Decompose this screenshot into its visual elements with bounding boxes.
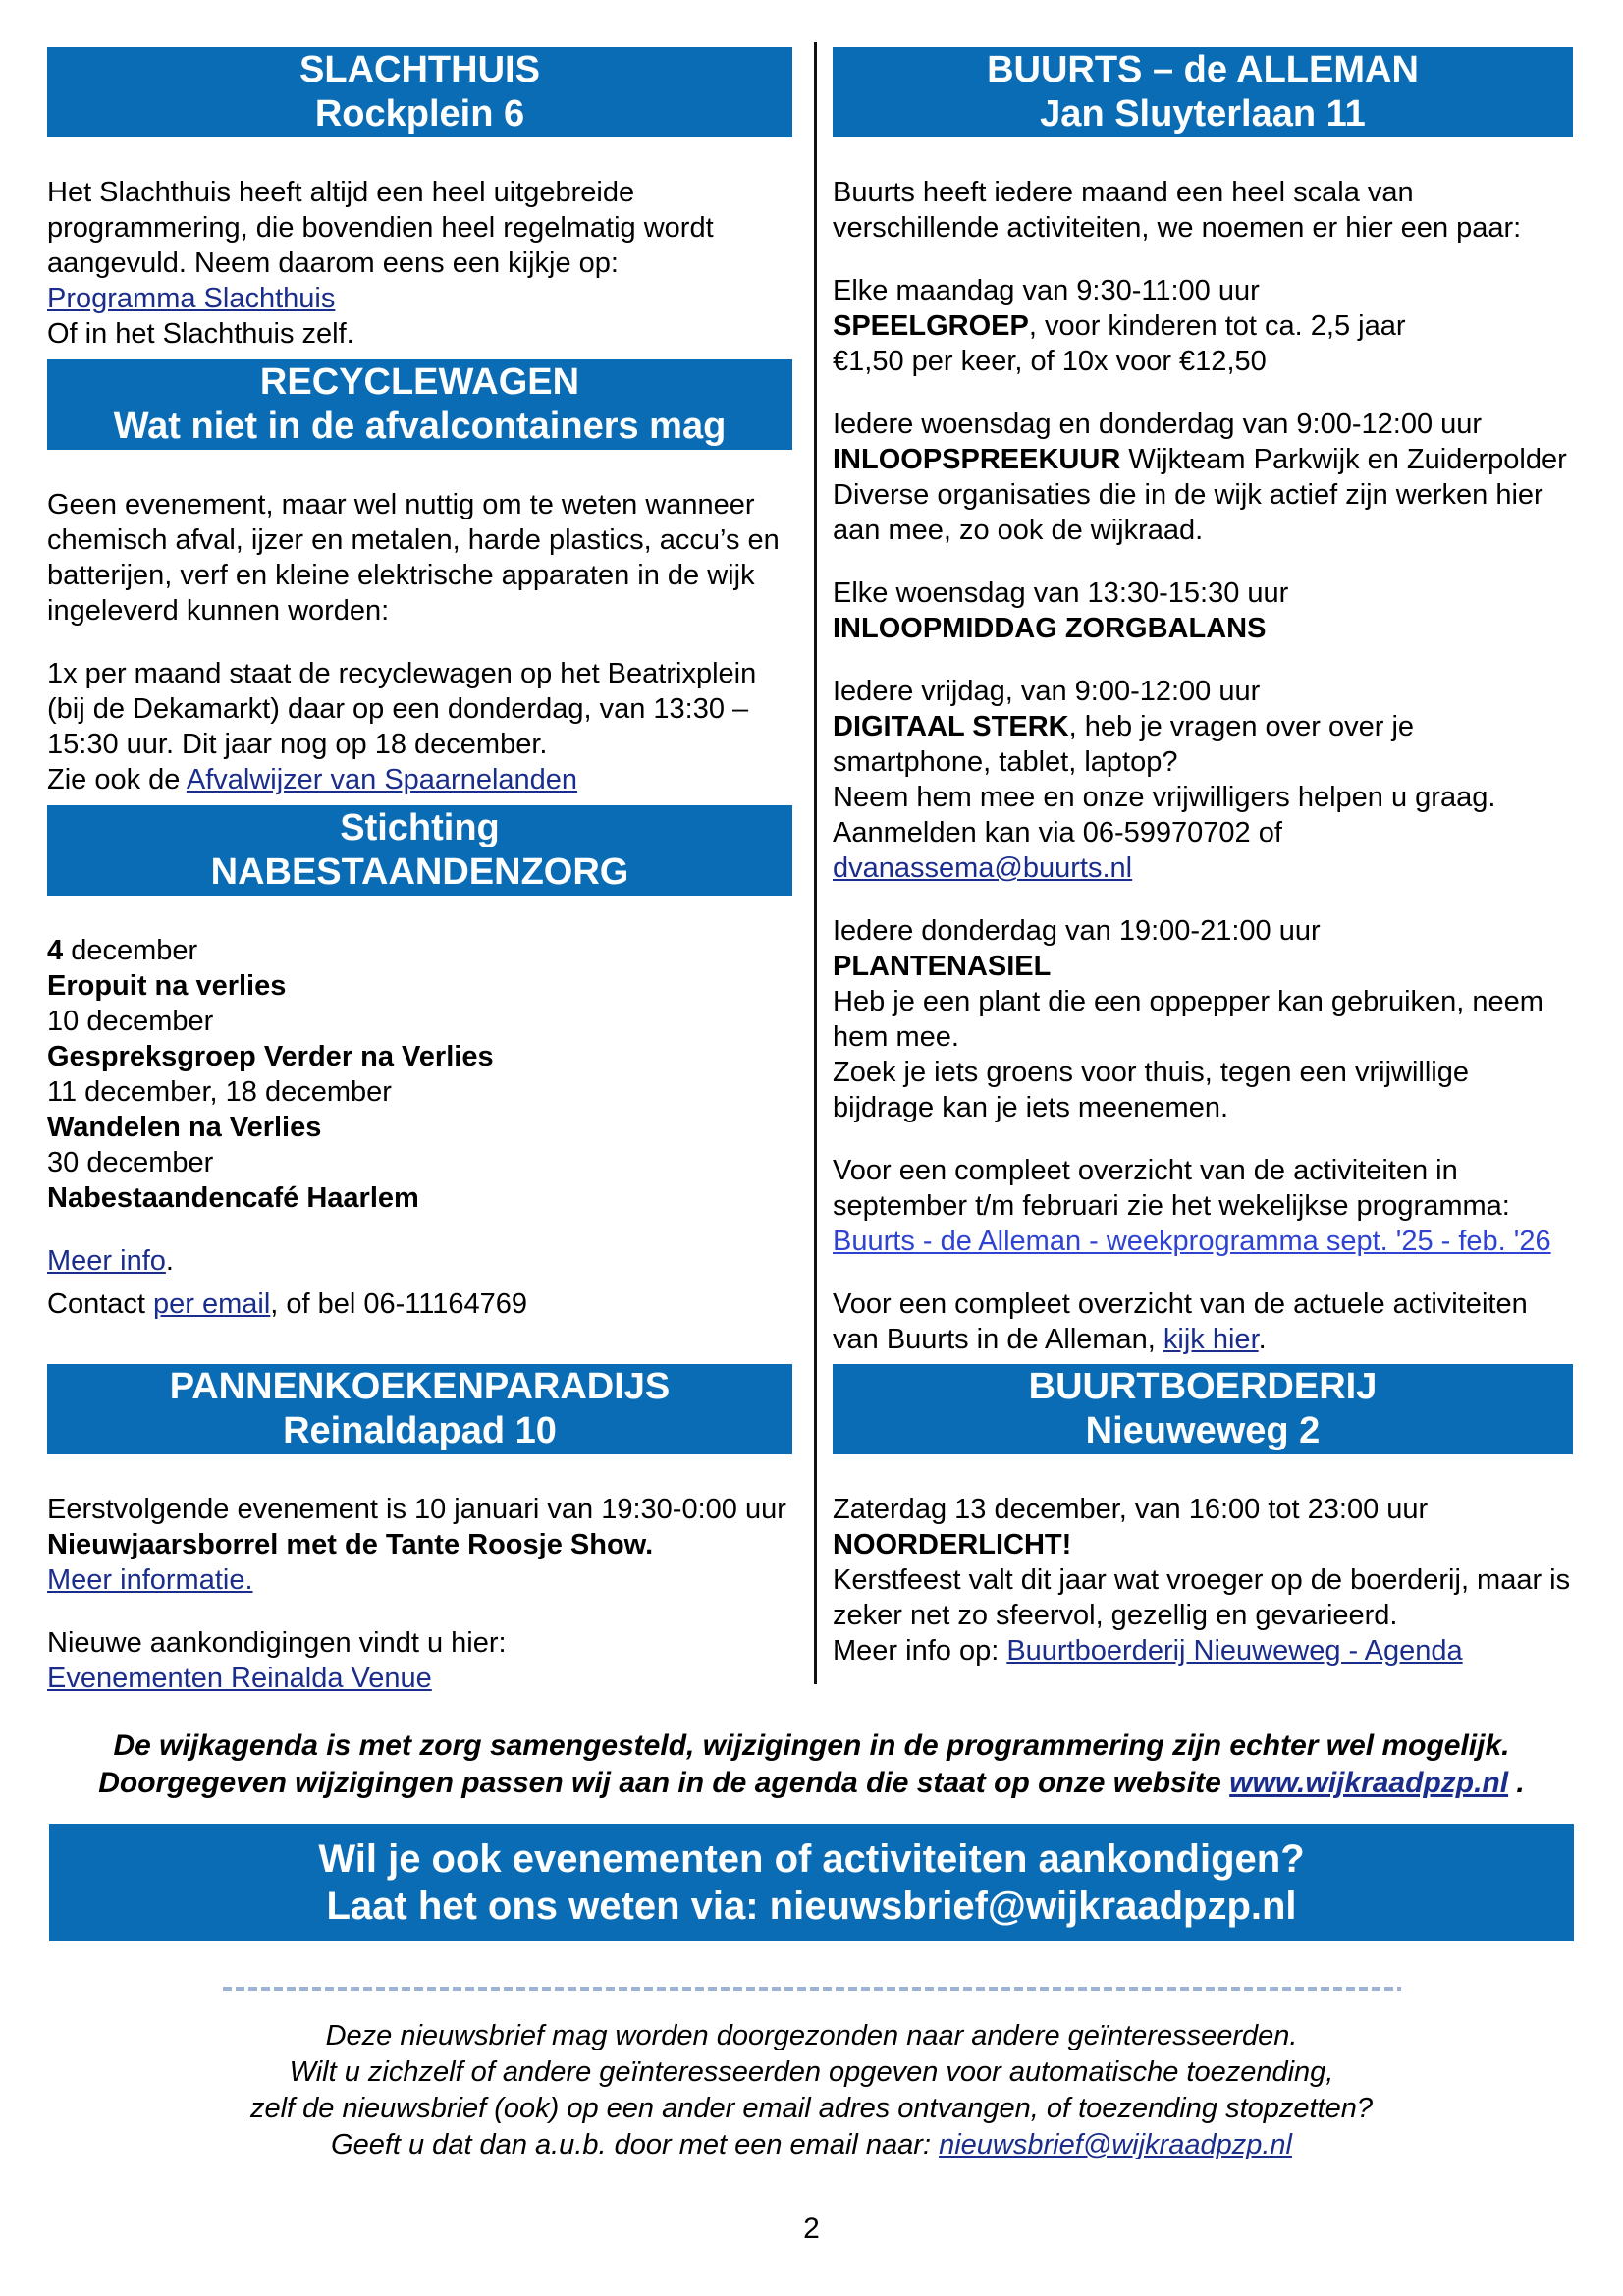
text-line: 1x per maand staat de recyclewagen op het Beatrixplein	[47, 658, 757, 689]
agenda-event: Wandelen na Verlies	[47, 1112, 322, 1143]
left-column	[47, 47, 792, 1322]
activity-when: Iedere woensdag en donderdag van 9:00-12:00 uur	[833, 409, 1483, 440]
text-line: Eerstvolgende evenement is 10 januari van 19:30-0:00 uur	[47, 1494, 786, 1525]
text-line: Nieuwe aankondigingen vindt u hier:	[47, 1627, 507, 1659]
link-per-email[interactable]: per email	[153, 1288, 271, 1320]
slachthuis-text	[47, 175, 792, 352]
text-line: Diverse organisaties die in de wijk actief zijn werken hier	[833, 479, 1543, 511]
text-segment: van Buurts in de Alleman,	[833, 1324, 1163, 1355]
link-meer-informatie[interactable]: Meer informatie.	[47, 1564, 253, 1596]
activity-when: Iedere donderdag van 19:00-21:00 uur	[833, 915, 1321, 947]
footer-line: zelf de nieuwsbrief (ook) op een ander email adres ontvangen, of toezending stopzetten?	[249, 2093, 1374, 2124]
text-line: aangevuld. Neem daarom eens een kijkje op:	[47, 247, 619, 279]
text-segment: 4	[47, 935, 64, 966]
text-segment: , voor kinderen tot ca. 2,5 jaar	[1028, 310, 1406, 342]
section-subtitle: Reinaldapad 10	[283, 1410, 557, 1451]
text-line: Neem hem mee en onze vrijwilligers helpen u graag.	[833, 782, 1496, 813]
agenda-date: 30 december	[47, 1147, 214, 1178]
wijkagenda-notice	[0, 1727, 1623, 1802]
text-line	[833, 1633, 1573, 1668]
text-line	[833, 1224, 1573, 1259]
activity-name: PLANTENASIEL	[833, 951, 1052, 982]
text-line: (bij de Dekamarkt) daar op een donderdag, van 13:30 –	[47, 693, 749, 725]
buurtboerderij-text	[833, 1492, 1573, 1668]
text-segment: , heb je vragen over over je	[1068, 711, 1415, 742]
banner-line: Laat het ons weten via: nieuwsbrief@wijkraadpzp.nl	[326, 1885, 1297, 1928]
text-line: Kerstfeest valt dit jaar wat vroeger op de boerderij, maar is	[833, 1564, 1571, 1596]
text-line: zeker net zo sfeervol, gezellig en gevarieerd.	[833, 1600, 1398, 1631]
text-line	[47, 1661, 792, 1696]
buurtboerderij-section	[833, 1364, 1573, 1668]
spacer	[833, 246, 1573, 273]
event-name: NOORDERLICHT!	[833, 1529, 1072, 1560]
spacer	[833, 548, 1573, 575]
activity-title-line	[833, 308, 1573, 344]
text-segment: Geeft u dat dan a.u.b. door met een email naar:	[331, 2129, 940, 2160]
link-programma-slachthuis[interactable]: Programma Slachthuis	[47, 283, 336, 314]
text-line: Zoek je iets groens voor thuis, tegen een vrijwillige	[833, 1057, 1469, 1088]
text-line: Of in het Slachthuis zelf.	[47, 318, 354, 350]
text-line: programmering, die bovendien heel regelmatig wordt	[47, 212, 714, 244]
text-segment: Meer info op:	[833, 1635, 1007, 1667]
activity-name: DIGITAAL STERK	[833, 711, 1069, 742]
footer-line: Wilt u zichzelf of andere geïnteresseerden opgeven voor automatische toezending,	[289, 2056, 1334, 2088]
section-header-pannenkoekenparadijs	[47, 1364, 792, 1454]
text-segment: Contact	[47, 1288, 153, 1320]
text-line	[47, 1562, 792, 1598]
link-weekprogramma[interactable]: Buurts - de Alleman - weekprogramma sept. '25 - feb. '26	[833, 1226, 1551, 1257]
activity-name: INLOOPSPREEKUUR	[833, 444, 1121, 475]
text-segment: .	[165, 1245, 174, 1277]
text-segment: Zie ook de	[47, 764, 187, 795]
section-subtitle: Wat niet in de afvalcontainers mag	[113, 406, 727, 447]
text-line: aan mee, zo ook de wijkraad.	[833, 515, 1204, 546]
newsletter-footer	[0, 2018, 1623, 2163]
text-line: hem mee.	[833, 1021, 959, 1053]
text-line: batterijen, verf en kleine elektrische apparaten in de wijk	[47, 560, 755, 591]
text-line	[833, 850, 1573, 886]
pannenkoekenparadijs-text	[47, 1492, 792, 1696]
text-line: Geen evenement, maar wel nuttig om te weten wanneer	[47, 489, 755, 520]
text-segment: .	[1508, 1767, 1525, 1799]
text-line: bijdrage kan je iets meenemen.	[833, 1092, 1229, 1123]
text-line	[47, 1243, 792, 1279]
activity-name: INLOOPMIDDAG ZORGBALANS	[833, 613, 1267, 644]
agenda-date: 11 december, 18 december	[47, 1076, 392, 1108]
text-line	[47, 762, 792, 797]
notice-line	[0, 1765, 1623, 1802]
text-line	[833, 1322, 1573, 1357]
section-subtitle: NABESTAANDENZORG	[210, 851, 629, 893]
text-segment: Wijkteam Parkwijk en Zuiderpolder	[1120, 444, 1567, 475]
text-line: Aanmelden kan via 06-59970702 of	[833, 817, 1282, 848]
dashed-separator	[223, 1987, 1401, 1991]
link-wijkraadpzp-website[interactable]: www.wijkraadpzp.nl	[1229, 1767, 1509, 1799]
agenda-event: Nabestaandencafé Haarlem	[47, 1182, 419, 1214]
text-line: chemisch afval, ijzer en metalen, harde plastics, accu’s en	[47, 524, 780, 556]
agenda-event: Gespreksgroep Verder na Verlies	[47, 1041, 494, 1072]
section-subtitle: Nieuweweg 2	[1085, 1410, 1321, 1451]
activity-when: Zaterdag 13 december, van 16:00 tot 23:00 uur	[833, 1494, 1429, 1525]
text-line: Voor een compleet overzicht van de activiteiten in	[833, 1155, 1458, 1186]
text-line: smartphone, tablet, laptop?	[833, 746, 1178, 778]
right-column	[833, 47, 1573, 1357]
section-subtitle: Jan Sluyterlaan 11	[1040, 93, 1366, 135]
recyclewagen-text	[47, 487, 792, 797]
section-title: BUURTBOERDERIJ	[1028, 1366, 1378, 1407]
link-kijk-hier[interactable]: kijk hier	[1163, 1324, 1259, 1355]
page-number: 2	[803, 2213, 820, 2245]
agenda-date: 10 december	[47, 1006, 214, 1037]
section-subtitle: Rockplein 6	[314, 93, 525, 135]
link-meer-info[interactable]: Meer info	[47, 1245, 166, 1277]
spacer	[833, 646, 1573, 674]
event-name: Nieuwjaarsborrel met de Tante Roosje Show.	[47, 1529, 654, 1560]
activity-title-line	[833, 709, 1573, 744]
text-segment: Doorgegeven wijzigingen passen wij aan in de agenda die staat op onze website	[98, 1767, 1230, 1799]
text-line: Het Slachthuis heeft altijd een heel uitgebreide	[47, 177, 635, 208]
link-afvalwijzer[interactable]: Afvalwijzer van Spaarnelanden	[186, 764, 578, 795]
notice-line: De wijkagenda is met zorg samengesteld, wijzigingen in de programmering zijn echter wel mogelijk.	[113, 1729, 1510, 1762]
link-dvanassema-email[interactable]: dvanassema@buurts.nl	[833, 852, 1133, 884]
text-line	[47, 1286, 792, 1322]
link-nieuwsbrief-email[interactable]: nieuwsbrief@wijkraadpzp.nl	[939, 2129, 1292, 2160]
text-line: Voor een compleet overzicht van de actuele activiteiten	[833, 1288, 1528, 1320]
spacer	[833, 886, 1573, 913]
announce-banner	[49, 1824, 1574, 1941]
activity-when: Iedere vrijdag, van 9:00-12:00 uur	[833, 676, 1261, 707]
banner-line: Wil je ook evenementen of activiteiten aankondigen?	[318, 1837, 1305, 1881]
text-line: ingeleverd kunnen worden:	[47, 595, 390, 627]
section-header-slachthuis	[47, 47, 792, 137]
spacer	[833, 1125, 1573, 1153]
pannenkoekenparadijs-section	[47, 1364, 792, 1696]
buurts-text	[833, 175, 1573, 1357]
activity-name: SPEELGROEP	[833, 310, 1029, 342]
activity-price: €1,50 per keer, of 10x voor €12,50	[833, 346, 1267, 377]
spacer	[833, 379, 1573, 407]
column-divider	[814, 42, 817, 1684]
spacer	[47, 1279, 792, 1286]
agenda-date	[47, 933, 792, 968]
section-header-nabestaandenzorg	[47, 805, 792, 896]
section-header-buurts	[833, 47, 1573, 137]
text-line	[47, 281, 792, 316]
section-title: RECYCLEWAGEN	[259, 361, 580, 403]
text-line: september t/m februari zie het wekelijkse programma:	[833, 1190, 1510, 1222]
activity-when: Elke woensdag van 13:30-15:30 uur	[833, 577, 1289, 609]
section-title: Stichting	[340, 807, 500, 848]
nabestaandenzorg-agenda	[47, 933, 792, 1322]
link-buurtboerderij-agenda[interactable]: Buurtboerderij Nieuweweg - Agenda	[1006, 1635, 1463, 1667]
spacer	[47, 1598, 792, 1625]
section-header-buurtboerderij	[833, 1364, 1573, 1454]
text-line: Heb je een plant die een oppepper kan gebruiken, neem	[833, 986, 1543, 1017]
agenda-event: Eropuit na verlies	[47, 970, 287, 1002]
spacer	[47, 1216, 792, 1243]
section-title: SLACHTHUIS	[299, 49, 540, 90]
text-line: Buurts heeft iedere maand een heel scala van	[833, 177, 1414, 208]
text-segment: .	[1258, 1324, 1267, 1355]
spacer	[833, 1259, 1573, 1286]
text-segment: december	[63, 935, 198, 966]
section-title: PANNENKOEKENPARADIJS	[169, 1366, 671, 1407]
text-line: 15:30 uur. Dit jaar nog op 18 december.	[47, 729, 548, 760]
activity-when: Elke maandag van 9:30-11:00 uur	[833, 275, 1260, 306]
footer-line: Deze nieuwsbrief mag worden doorgezonden naar andere geïnteresseerden.	[325, 2020, 1298, 2051]
footer-line	[0, 2127, 1623, 2163]
text-segment: , of bel 06-11164769	[270, 1288, 528, 1320]
activity-title-line	[833, 442, 1573, 477]
section-title: BUURTS – de ALLEMAN	[987, 49, 1419, 90]
link-evenementen-reinalda[interactable]: Evenementen Reinalda Venue	[47, 1663, 432, 1694]
text-line: verschillende activiteiten, we noemen er hier een paar:	[833, 212, 1522, 244]
section-header-recyclewagen	[47, 359, 792, 450]
spacer	[47, 629, 792, 656]
